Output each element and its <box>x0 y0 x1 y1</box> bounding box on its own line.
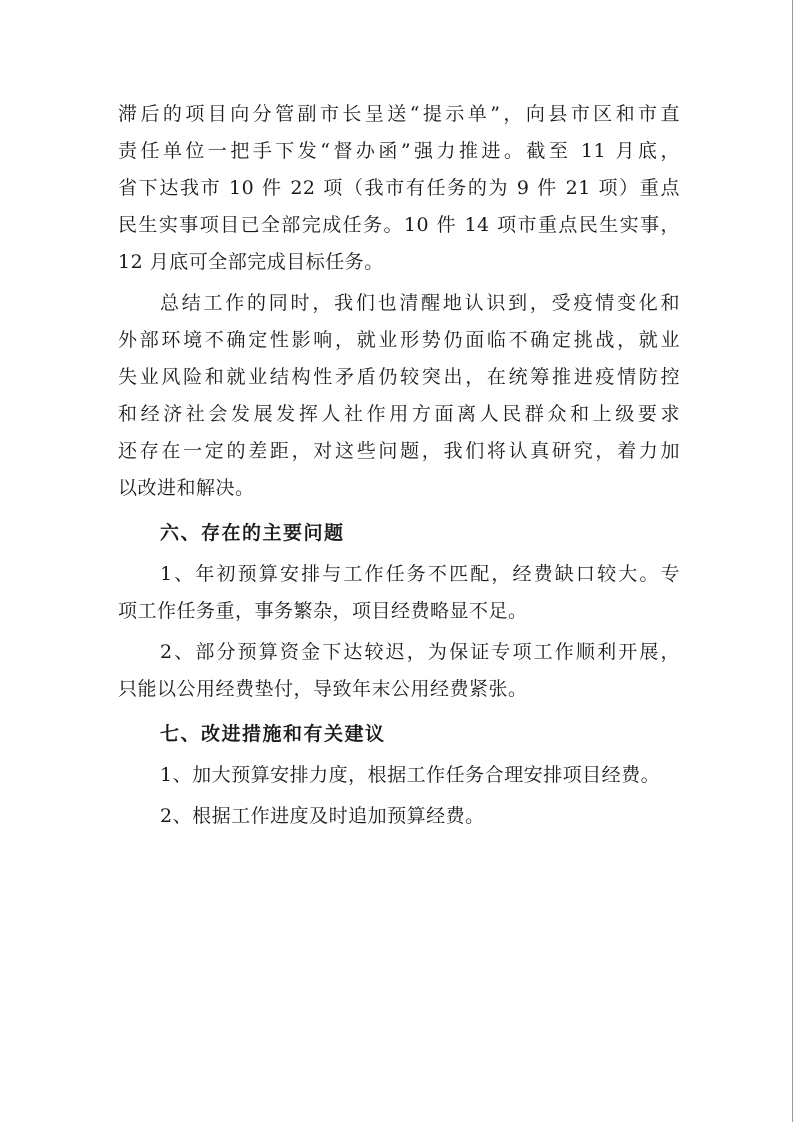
list-item-6-1 <box>118 556 680 630</box>
section-heading-7: 七、改进措施和有关建议 <box>160 723 386 745</box>
text-line: 1、年初预算安排与工作任务不匹配，经费缺口较大。专 <box>160 563 680 585</box>
list-item-7-1: 1、加大预算安排力度，根据工作任务合理安排项目经费。 <box>160 764 661 786</box>
paragraph-summary-continuation <box>118 96 680 281</box>
text-line: 以改进和解决。 <box>118 477 255 499</box>
text-line: 责任单位一把手下发“督办函”强力推进。截至 11 月底， <box>118 140 680 162</box>
text-line: 外部环境不确定性影响，就业形势仍面临不确定挑战，就业 <box>118 329 680 351</box>
text-line: 和经济社会发展发挥人社作用方面离人民群众和上级要求 <box>118 403 680 425</box>
text-line: 还存在一定的差距，对这些问题，我们将认真研究，着力加 <box>118 440 680 462</box>
list-item-7-2: 2、根据工作进度及时追加预算经费。 <box>160 805 485 827</box>
section-heading-6: 六、存在的主要问题 <box>160 522 345 544</box>
text-line: 民生实事项目已全部完成任务。10 件 14 项市重点民生实事， <box>118 214 680 236</box>
text-line: 失业风险和就业结构性矛盾仍较突出，在统筹推进疫情防控 <box>118 366 680 388</box>
text-line: 只能以公用经费垫付，导致年末公用经费紧张。 <box>118 678 528 700</box>
text-line: 项工作任务重，事务繁杂，项目经费略显不足。 <box>118 600 528 622</box>
text-line: 滞后的项目向分管副市长呈送“提示单”，向县市区和市直 <box>118 103 680 125</box>
text-line: 2、部分预算资金下达较迟，为保证专项工作顺利开展， <box>160 641 680 663</box>
text-line: 12 月底可全部完成目标任务。 <box>118 251 384 273</box>
text-line: 总结工作的同时，我们也清醒地认识到，受疫情变化和 <box>160 292 680 314</box>
document-body <box>118 96 680 835</box>
text-line: 省下达我市 10 件 22 项（我市有任务的为 9 件 21 项）重点 <box>118 177 680 199</box>
paragraph-problems-recognized <box>118 285 680 507</box>
list-item-6-2 <box>118 634 680 708</box>
